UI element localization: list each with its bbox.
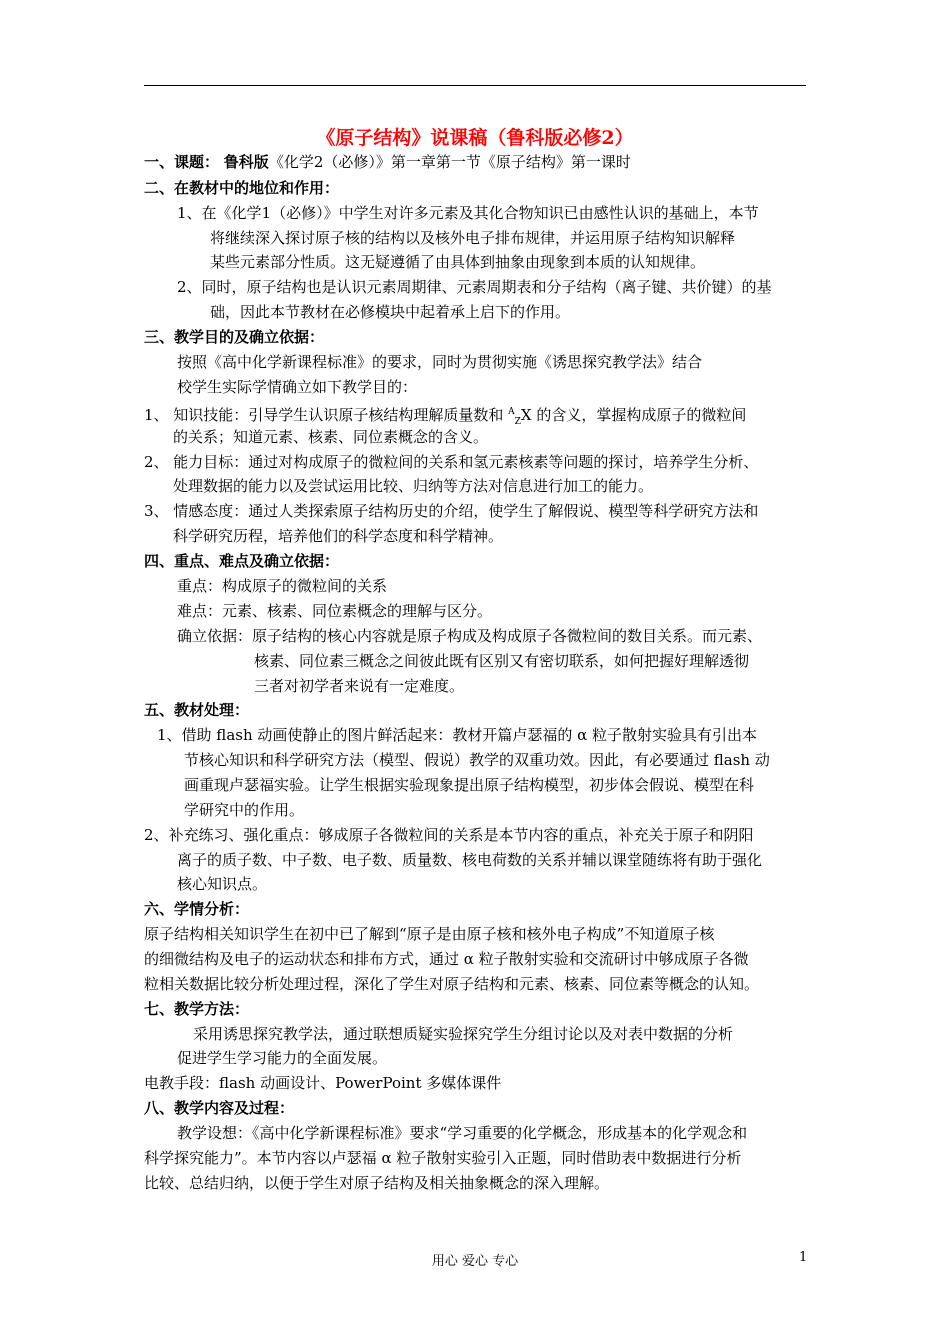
section-8-heading: 八、教学内容及过程： — [144, 1099, 295, 1117]
section-4-heading: 四、重点、难点及确立依据： — [144, 552, 340, 570]
section-3-line: 科学研究历程，培养他们的科学态度和科学精神。 — [173, 527, 504, 545]
section-1-text: 《化学2（必修）》第一章第一节《原子结构》第一课时 — [268, 153, 631, 171]
section-2-heading: 二、在教材中的地位和作用： — [144, 179, 340, 197]
section-8-line: 科学探究能力”。本节内容以卢瑟福 α 粒子散射实验引入正题，同时借助表中数据进行分析 — [144, 1149, 742, 1167]
section-3-intro: 校学生实际学情确立如下教学目的： — [177, 378, 418, 396]
section-5-line: 2、补充练习、强化重点：够成原子各微粒间的关系是本节内容的重点，补充关于原子和阴阳 — [144, 826, 754, 844]
section-2-line: 将继续深入探讨原子核的结构以及核外电子排布规律，并运用原子结构知识解释 — [210, 229, 736, 247]
mass-number-symbol: A — [508, 407, 515, 417]
section-6-line: 的细微结构及电子的运动状态和排布方式，通过 α 粒子散射实验和交流研讨中够成原子各微 — [144, 950, 749, 968]
section-5-line: 核心知识点。 — [177, 875, 268, 893]
section-7-line: 促进学生学习能力的全面发展。 — [177, 1049, 388, 1067]
section-8-line: 比较、总结归纳，以便于学生对原子结构及相关抽象概念的深入理解。 — [144, 1174, 610, 1192]
section-5-line: 1、借助 flash 动画使静止的图片鲜活起来：教材开篇卢瑟福的 α 粒子散射实验具有引出本 — [157, 726, 758, 744]
section-4-line: 难点：元素、核素、同位素概念的理解与区分。 — [177, 602, 493, 620]
section-6-heading: 六、学情分析： — [144, 900, 250, 918]
atomic-number-symbol: Z — [514, 417, 521, 427]
section-4-line: 重点：构成原子的微粒间的关系 — [177, 577, 388, 595]
section-4-line: 确立依据：原子结构的核心内容就是原子构成及构成原子各微粒间的数目关系。而元素、 — [177, 627, 763, 645]
section-5-line: 学研究中的作用。 — [184, 801, 305, 819]
section-4-line: 核素、同位素三概念之间彼此既有区别又有密切联系，如何把握好理解透彻 — [254, 652, 750, 670]
section-8-line: 教学设想：《高中化学新课程标准》要求“学习重要的化学概念，形成基本的化学观念和 — [177, 1124, 748, 1142]
section-5-line: 节核心知识和科学研究方法（模型、假说）教学的双重功效。因此，有必要通过 flash 动 — [184, 751, 770, 769]
section-5-heading: 五、教材处理： — [144, 701, 250, 719]
section-3-line: 3、 情感态度：通过人类探索原子结构历史的介绍，使学生了解假说、模型等科学研究方法和 — [144, 502, 759, 520]
section-6-line: 粒相关数据比较分析处理过程，深化了学生对原子结构和元素、核素、同位素等概念的认知。 — [144, 975, 760, 993]
section-3-item-1-post: X 的含义，掌握构成原子的微粒间 — [520, 406, 747, 424]
section-3-line: 处理数据的能力以及尝试运用比较、归纳等方法对信息进行加工的能力。 — [173, 477, 654, 495]
section-3-intro: 按照《高中化学新课程标准》的要求，同时为贯彻实施《诱思探究教学法》结合 — [177, 353, 703, 371]
section-7-heading: 七、教学方法： — [144, 1000, 250, 1018]
section-7-line: 采用诱思探究教学法，通过联想质疑实验探究学生分组讨论以及对表中数据的分析 — [193, 1025, 734, 1043]
section-1-publisher: 鲁科版 — [223, 153, 269, 171]
section-3-heading: 三、教学目的及确立依据： — [144, 328, 325, 346]
section-3-line: 的关系；知道元素、核素、同位素概念的含义。 — [173, 428, 489, 446]
section-3-item-1-pre: 1、 知识技能：引导学生认识原子核结构理解质量数和 — [144, 406, 504, 424]
document-title: 《原子结构》说课稿（鲁科版必修2） — [316, 127, 634, 149]
header-rule — [144, 85, 806, 86]
section-5-line: 离子的质子数、中子数、电子数、质量数、核电荷数的关系并辅以课堂随练将有助于强化 — [177, 851, 763, 869]
section-5-line: 画重现卢瑟福实验。让学生根据实验现象提出原子结构模型，初步体会假说、模型在科 — [184, 776, 755, 794]
section-6-line: 原子结构相关知识学生在初中已了解到“原子是由原子核和核外电子构成”不知道原子核 — [144, 925, 715, 943]
section-2-line: 某些元素部分性质。这无疑遵循了由具体到抽象由现象到本质的认知规律。 — [210, 253, 706, 271]
section-1-heading: 一、课题： — [144, 153, 220, 171]
section-2-line: 础，因此本节教材在必修模块中起着承上启下的作用。 — [210, 303, 571, 321]
section-4-line: 三者对初学者来说有一定难度。 — [254, 677, 465, 695]
section-7-media: 电教手段：flash 动画设计、PowerPoint 多媒体课件 — [144, 1074, 502, 1092]
footer-motto: 用心 爱心 专心 — [431, 1254, 519, 1269]
section-3-line: 2、 能力目标：通过对构成原子的微粒间的关系和氢元素核素等问题的探讨，培养学生分析、 — [144, 453, 759, 471]
section-2-line: 2、同时，原子结构也是认识元素周期律、元素周期表和分子结构（离子键、共价键）的基 — [177, 278, 772, 296]
section-1 — [144, 152, 631, 172]
page-number: 1 — [799, 1250, 808, 1265]
section-2-line: 1、在《化学1（必修）》中学生对许多元素及其化合物知识已由感性认识的基础上，本节 — [177, 204, 759, 222]
